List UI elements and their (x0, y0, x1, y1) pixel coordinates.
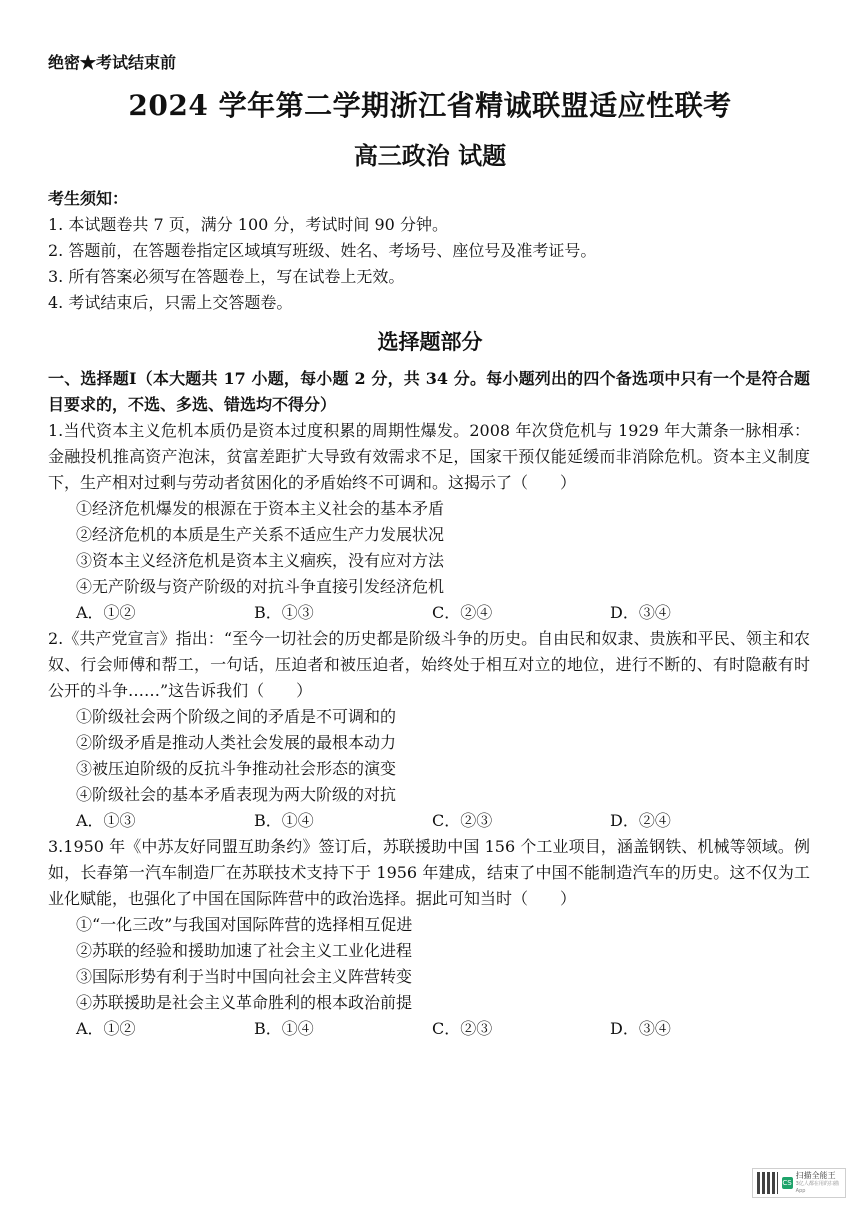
question-option: ③国际形势有利于当时中国向社会主义阵营转变 (76, 967, 413, 986)
question-option: ①经济危机爆发的根源在于资本主义社会的基本矛盾 (76, 499, 445, 518)
notice-item: 3. 所有答案必须写在答题卷上，写在试卷上无效。 (48, 267, 405, 286)
question-option: ④无产阶级与资产阶级的对抗斗争直接引发经济危机 (76, 577, 445, 596)
question-option: ③资本主义经济危机是资本主义痼疾，没有应对方法 (76, 551, 445, 570)
question-option: ②苏联的经验和援助加速了社会主义工业化进程 (76, 941, 413, 960)
answer-choices (48, 808, 810, 834)
answer-choice-d[interactable]: D．③④ (610, 603, 671, 622)
scanner-tagline: 3亿人都在用的扫描App (795, 1181, 839, 1194)
question-stem: 2.《共产党宣言》指出：“至今一切社会的历史都是阶级斗争的历史。自由民和奴隶、贵族和平民、领主和农奴、行会师傅和帮工，一句话，压迫者和被压迫者，始终处于相互对立的地位，进行不断的、有时隐蔽有时公开的斗争……”这告诉我们（ ） (48, 629, 810, 700)
answer-choice-a[interactable]: A．①② (76, 603, 136, 622)
question-option: ③被压迫阶级的反抗斗争推动社会形态的演变 (76, 759, 397, 778)
answer-choice-a[interactable]: A．①② (76, 1019, 136, 1038)
question-option: ①阶级社会两个阶级之间的矛盾是不可调和的 (76, 707, 397, 726)
question-option: ④阶级社会的基本矛盾表现为两大阶级的对抗 (76, 785, 397, 804)
answer-choices (48, 1016, 810, 1042)
answer-choice-c[interactable]: C．②③ (432, 1019, 493, 1038)
question-stem: 1.当代资本主义危机本质仍是资本过度积累的周期性爆发。2008 年次贷危机与 1929 年大萧条一脉相承：金融投机推高资产泡沫，贫富差距扩大导致有效需求不足，国家干预仅能延缓而非消除危机。资本主义制度下，生产相对过剩与劳动者贫困化的矛盾始终不可调和。这揭示了（ ） (48, 421, 810, 492)
question-1 (48, 418, 810, 626)
question-option: ②阶级矛盾是推动人类社会发展的最根本动力 (76, 733, 397, 752)
scanner-name: 扫描全能王 (795, 1171, 836, 1180)
scanner-logo-icon: CS (782, 1179, 792, 1187)
answer-choice-d[interactable]: D．②④ (610, 811, 671, 830)
answer-choice-b[interactable]: B．①③ (254, 603, 314, 622)
answer-choice-b[interactable]: B．①④ (254, 1019, 314, 1038)
notice-item: 2. 答题前，在答题卷指定区域填写班级、姓名、考场号、座位号及准考证号。 (48, 241, 597, 260)
notice-item: 1. 本试题卷共 7 页，满分 100 分，考试时间 90 分钟。 (48, 215, 448, 234)
answer-choice-b[interactable]: B．①④ (254, 811, 314, 830)
qr-code-icon (757, 1172, 778, 1194)
confidential-label: 绝密★考试结束前 (48, 53, 177, 72)
candidate-notice (48, 186, 828, 316)
question-3 (48, 834, 810, 1042)
answer-choice-d[interactable]: D．③④ (610, 1019, 671, 1038)
answer-choice-c[interactable]: C．②③ (432, 811, 493, 830)
question-option: ④苏联援助是社会主义革命胜利的根本政治前提 (76, 993, 413, 1012)
exam-title: 2024 学年第二学期浙江省精诚联盟适应性联考 (128, 89, 732, 122)
section-instructions: 一、选择题Ⅰ（本大题共 17 小题，每小题 2 分，共 34 分。每小题列出的四个备选项中只有一个是符合题目要求的，不选、多选、错选均不得分） (48, 369, 810, 414)
exam-subtitle: 高三政治 试题 (353, 141, 507, 170)
question-option: ①“一化三改”与我国对国际阵营的选择相互促进 (76, 915, 413, 934)
question-2 (48, 626, 810, 834)
scanner-watermark (752, 1168, 846, 1198)
answer-choices (48, 600, 810, 626)
question-option: ②经济危机的本质是生产关系不适应生产力发展状况 (76, 525, 445, 544)
question-stem: 3.1950 年《中苏友好同盟互助条约》签订后，苏联援助中国 156 个工业项目，涵盖钢铁、机械等领域。例如，长春第一汽车制造厂在苏联技术支持下于 1956 年建成，结束了中国不能制造汽车的历史。这不仅为工业化赋能，也强化了中国在国际阵营中的政治选择。据此可知当时（ ） (48, 837, 810, 908)
section-title: 选择题部分 (377, 329, 483, 354)
answer-choice-a[interactable]: A．①③ (76, 811, 136, 830)
notice-item: 4. 考试结束后，只需上交答题卷。 (48, 293, 293, 312)
question-area (48, 366, 810, 1042)
answer-choice-c[interactable]: C．②④ (432, 603, 493, 622)
scanner-brand (796, 1171, 845, 1195)
notice-heading: 考生须知： (48, 189, 129, 208)
